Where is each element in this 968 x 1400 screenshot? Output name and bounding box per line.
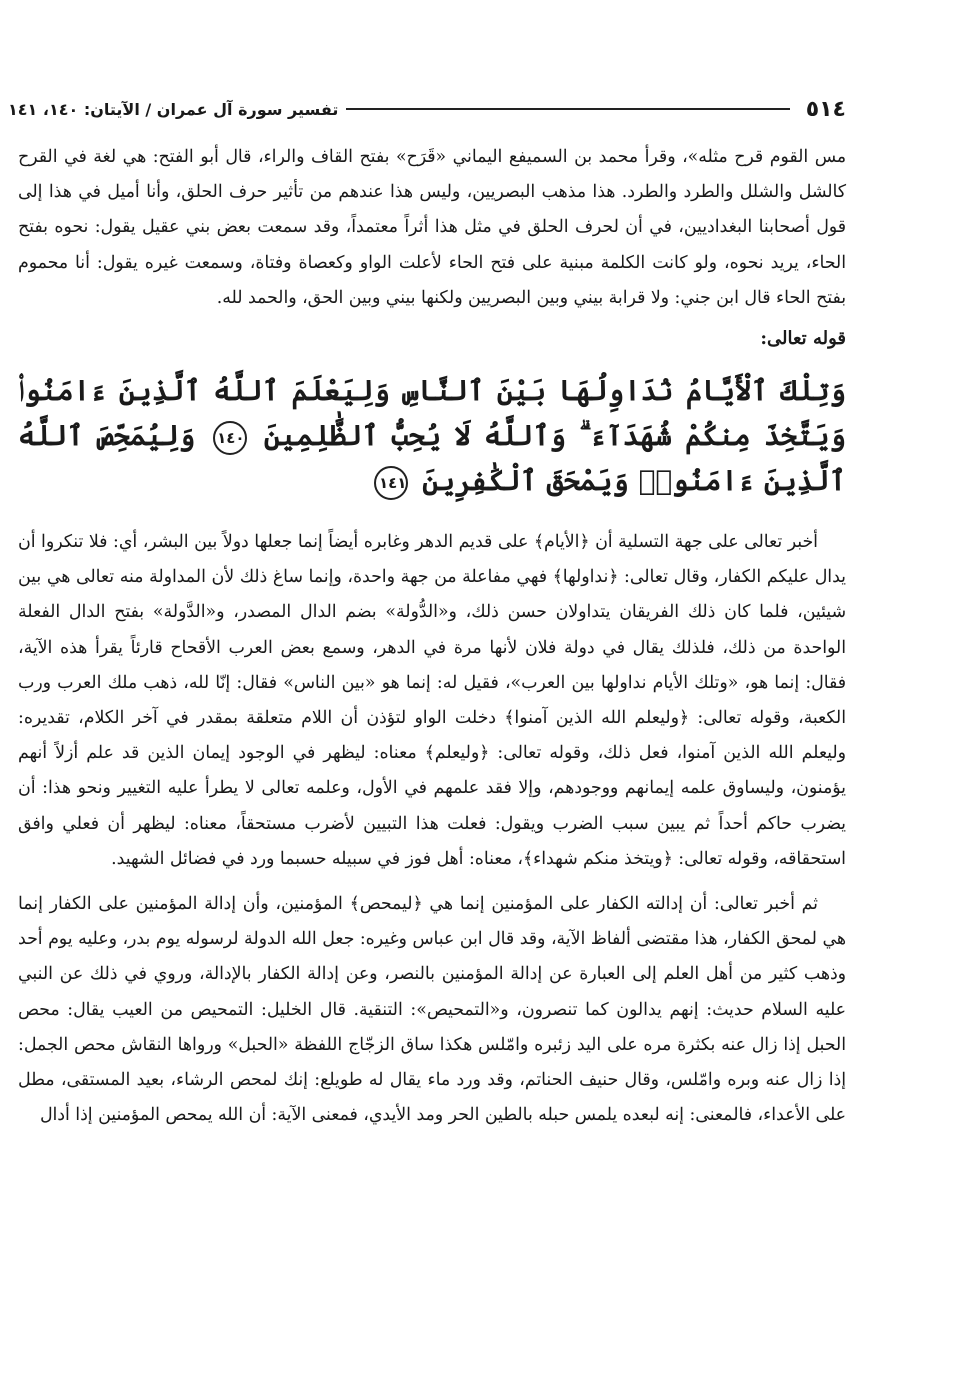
paragraph-gap xyxy=(18,877,846,887)
quran-verse-block xyxy=(18,368,846,503)
ayah-number-141: ١٤١ xyxy=(374,466,408,500)
header-rule xyxy=(346,108,789,110)
paragraph-3: ثم أخبر تعالى: أن إدالته الكفار على المؤمنين إنما هي ﴿ليمحص﴾ المؤمنين، وأن إدالة المؤمنين على الكفار إنما هي لمحق الكفار، هذا مقتضى ألفاظ الآية، وقد قال ابن عباس وغيره: جعل الله الدولة لرسوله يوم بدر، وعليه يوم أحد وذهب كثير من أهل العلم إلى العبارة عن إدالة المؤمنين بالنصر، وعن إدالة الكفار بالإدالة، وروي في ذلك عن النبي عليه السلام حديث: إنهم يدالون كما تنصرون، و«التمحيص»: التنقية. قال الخليل: التمحيص من العيب يقال: محص الحبل إذا زال عنه بكثرة مره على اليد زئبره وامّلس هكذا ساق الزجّاج اللفظة «الحبل» ورواها النقاش محص الجمل: إذا زال عنه وبره وامّلس، وقال حنيف الحناتم، وقد ورد ماء يقال له طويلع: إنك لمحص الرشاء، بعيد المستقى، مطل على الأعداء، فالمعنى: إنه لبعده يلمس حبله بالطين الحر ومد الأيدي، فمعنى الآية: أن الله يمحص المؤمنين إذا أدال xyxy=(18,894,846,1126)
ayah-number-140: ١٤٠ xyxy=(213,421,247,455)
page-body xyxy=(18,140,846,1133)
verse-introduction: قوله تعالى: xyxy=(760,328,846,350)
verse-text-141: وَلِيُمَحِّصَ ٱللَّهُ ٱلَّذِينَ ءَامَنُوا۟ وَيَمْحَقَ ٱلْكَٰفِرِينَ xyxy=(18,419,846,498)
running-header xyxy=(8,94,846,124)
paragraph-1: مس القوم قرح مثله»، وقرأ محمد بن السميفع اليماني «قَرَح» بفتح القاف والراء، قال أبو الفتح: هي لغة في القرح كالشل والشلل والطرد والطرد. هذا مذهب البصريين، وليس هذا عندهم من تأثير حرف الحلق، وأنا أميل في هذا إلى قول أصحابنا البغداديين، في أن لحرف الحلق في مثل هذا أثراً معتمداً، وقد سمعت بعض بني عقيل يقول: نحوه بفتح الحاء، يريد نحوه، ولو كانت الكلمة مبنية على فتح الحاء لأعلت الواو وكعصاة وفتاة، وسمعت غيره يقول: أنا محموم بفتح الحاء قال ابن جني: ولا قرابة بيني وبين البصريين ولكنها بيني وبين الحق، والحمد لله. xyxy=(18,147,846,308)
running-title: تفسير سورة آل عمران / الآيتان: ١٤٠، ١٤١ xyxy=(8,99,339,119)
verse-text-140: وَتِلْكَ ٱلْأَيَّامُ نُدَاوِلُهَا بَيْنَ ٱلنَّاسِ وَلِيَعْلَمَ ٱللَّهُ ٱلَّذِينَ ءَامَنُوا۟ وَيَتَّخِذَ مِنكُمْ شُهَدَآءَ ۗ وَٱللَّهُ لَا يُحِبُّ ٱلظَّٰلِمِينَ xyxy=(18,374,846,453)
paragraph-2: أخبر تعالى على جهة التسلية أن ﴿الأيام﴾ على قديم الدهر وغابره أيضاً إنما جعلها دولاً بين البشر، أي: فلا تنكروا أن يدال عليكم الكفار، وقال تعالى: ﴿نداولها﴾ فهي مفاعلة من جهة واحدة، وإنما ساغ ذلك لأن المداولة منه تعالى هي بين شيئين، فلما كان ذلك الفريقان يتداولان حسن ذلك، و«الدُّولة» بضم الدال المصدر، و«الدَّولة» بفتح الدال الفعلة الواحدة من ذلك، فلذلك يقال في دولة فلان لأنها مرة في الدهر، وسمع بعض العرب الأقحاح قارئاً يقرأ هذه الآية، فقال: إنما هو، «وتلك الأيام نداولها بين العرب»، فقيل له: إنما هو «بين الناس» فقال: إنّا لله، ذهب ملك العرب ورب الكعبة، وقوله تعالى: ﴿وليعلم الله الذين آمنوا﴾ دخلت الواو لتؤذن أن اللام متعلقة بمقدر في آخر الكلام، تقديره: وليعلم الله الذين آمنوا، فعل ذلك، وقوله تعالى: ﴿وليعلم﴾ معناه: ليظهر في الوجود إيمان الذين قد علم أزلاً أنهم يؤمنون، وليساوق علمه إيمانهم ووجودهم، وإلا فقد علمهم في الأول، وعلمه تعالى لا يطرأ عليه التغيير ونحو هذا: أن يضرب حاكم أحداً ثم يبين سبب الضرب ويقول: فعلت هذا التبيين لأضرب مستحقاً، معناه: ليظهر أن فعلي وافق استحقاقه، وقوله تعالى: ﴿ويتخذ منكم شهداء﴾، معناه: أهل فوز في سبيله حسبما ورد في فضائل الشهيد. xyxy=(18,532,846,869)
page-number: ٥١٤ xyxy=(805,96,846,122)
